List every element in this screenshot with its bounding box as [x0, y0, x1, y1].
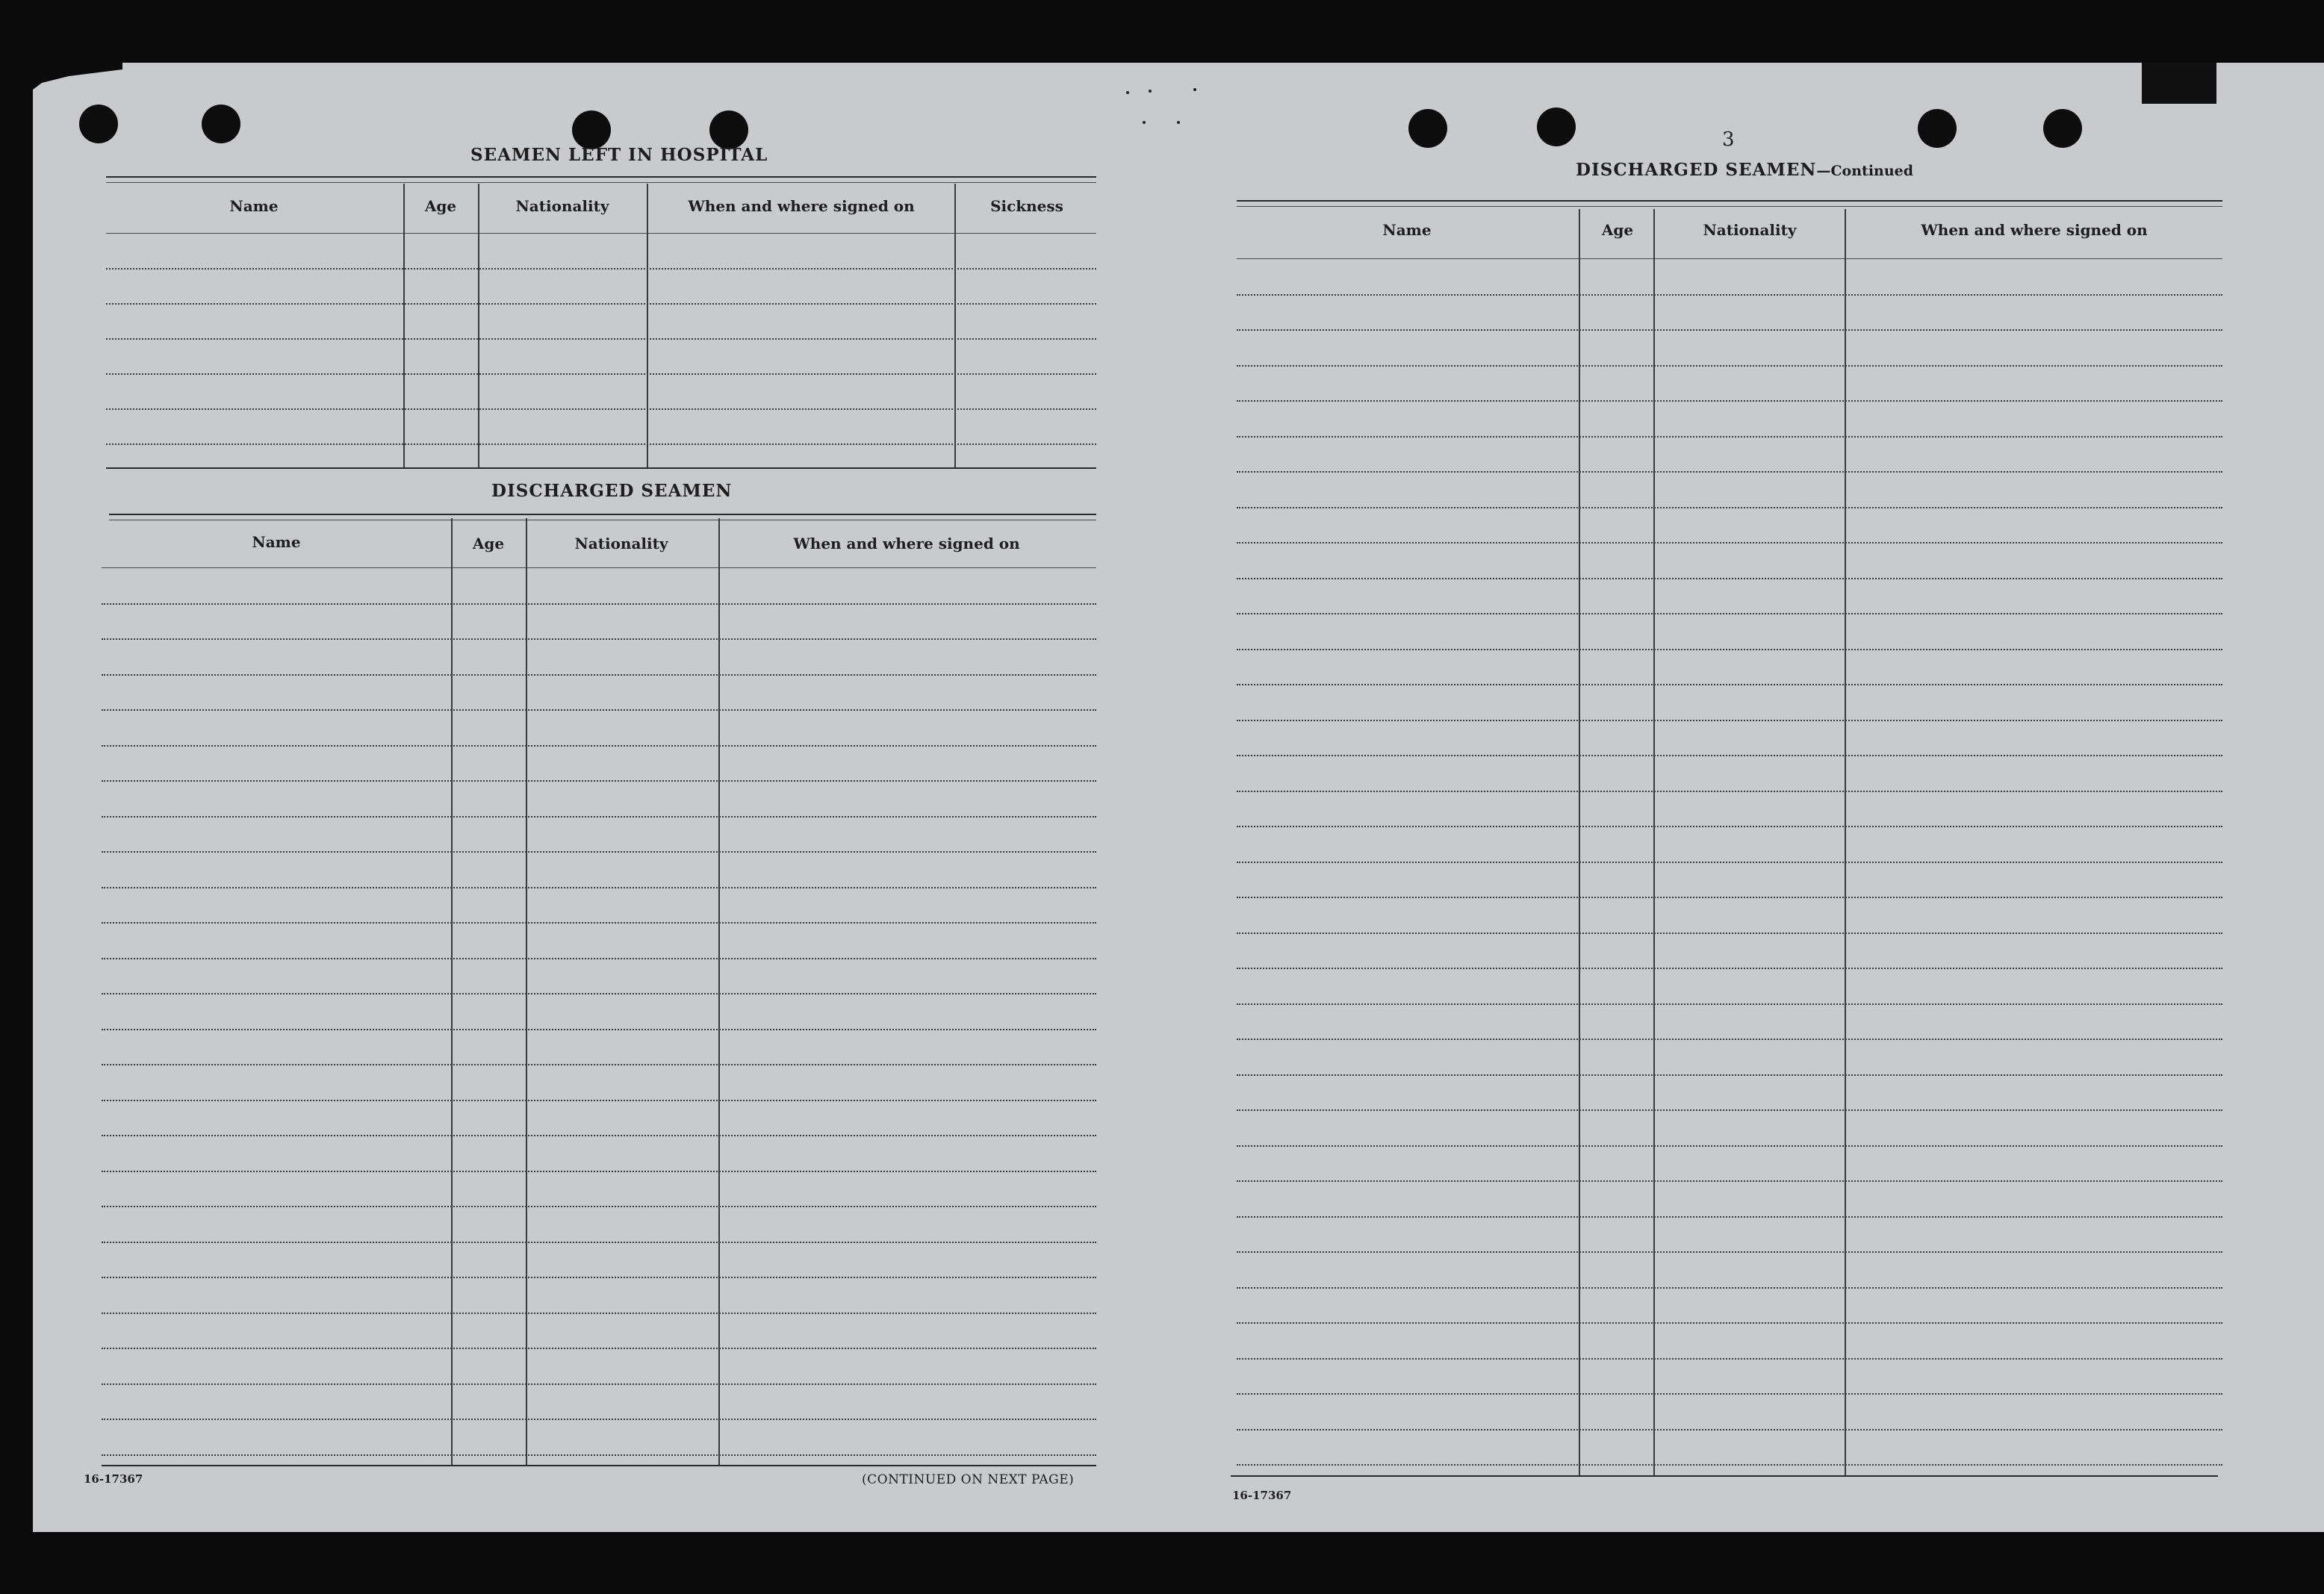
scan-speck: [1126, 91, 1129, 94]
table-row: [106, 268, 1096, 270]
column-divider: [1579, 209, 1580, 1475]
form-number: 16-17367: [84, 1472, 143, 1486]
table-row: [102, 1171, 1096, 1172]
table-row: [1237, 400, 2222, 402]
table-bottom-rule: [1231, 1475, 2218, 1477]
table-row: [102, 709, 1096, 711]
table-row: [1237, 1039, 2222, 1040]
table-row: [1237, 1287, 2222, 1289]
punch-hole: [1918, 109, 1957, 148]
header-age: Age: [472, 535, 505, 552]
scan-speck: [1193, 88, 1196, 91]
header-nationality: Nationality: [1703, 221, 1797, 239]
table-row: [1237, 1003, 2222, 1005]
table-row: [102, 1419, 1096, 1420]
header-age: Age: [1601, 221, 1634, 239]
table-row: [102, 1313, 1096, 1314]
table-row: [102, 603, 1096, 605]
table-top-rule: [1237, 200, 2222, 202]
punch-hole: [2043, 109, 2082, 148]
table-bottom-rule: [102, 1465, 1096, 1466]
column-divider: [1653, 209, 1655, 1475]
table-row: [102, 638, 1096, 640]
column-divider: [526, 518, 527, 1465]
scan-speck: [1149, 90, 1152, 93]
table-top-rule: [109, 514, 1096, 515]
table-row: [1237, 649, 2222, 650]
table-row: [1237, 1216, 2222, 1218]
table-row: [1237, 1180, 2222, 1182]
header-signed-on: When and where signed on: [793, 535, 1020, 552]
header-underline: [106, 233, 1096, 234]
table-row: [1237, 684, 2222, 685]
table-row: [1237, 862, 2222, 863]
table-row: [102, 1383, 1096, 1385]
table-row: [102, 887, 1096, 888]
table-row: [1237, 1393, 2222, 1395]
table-row: [1237, 365, 2222, 367]
table-row: [102, 1277, 1096, 1278]
table-row: [106, 303, 1096, 305]
table-row: [102, 1135, 1096, 1136]
scan-speck: [1143, 121, 1146, 124]
table-row: [102, 958, 1096, 959]
column-divider: [647, 184, 648, 467]
tab-marker: [2142, 63, 2216, 104]
column-divider: [478, 184, 479, 467]
punch-hole: [709, 110, 748, 149]
table-row: [102, 851, 1096, 853]
table-row: [1237, 1322, 2222, 1324]
column-divider: [954, 184, 956, 467]
table-row: [1237, 720, 2222, 721]
column-divider: [451, 518, 453, 1465]
header-underline: [102, 567, 1096, 568]
page-number: 3: [1722, 128, 1735, 151]
table-row: [1237, 436, 2222, 438]
table-row: [102, 816, 1096, 818]
table-row: [1237, 329, 2222, 331]
table-row: [102, 1454, 1096, 1456]
table-row: [102, 1206, 1096, 1207]
table-row: [102, 922, 1096, 924]
column-divider: [1845, 209, 1846, 1475]
header-nationality: Nationality: [574, 535, 668, 552]
table-row: [102, 1348, 1096, 1349]
header-sickness: Sickness: [990, 197, 1063, 215]
table-top-rule: [1237, 206, 2222, 207]
table-row: [1237, 755, 2222, 756]
title-text: DISCHARGED SEAMEN: [1576, 160, 1817, 180]
table-row: [1237, 968, 2222, 969]
header-name: Name: [1382, 221, 1432, 239]
table-row: [1237, 507, 2222, 508]
hospital-section-title: SEAMEN LEFT IN HOSPITAL: [470, 145, 768, 165]
table-row: [1237, 1464, 2222, 1466]
form-number: 16-17367: [1232, 1489, 1292, 1502]
table-row: [1237, 897, 2222, 898]
table-bottom-rule: [106, 467, 1096, 469]
table-row: [1237, 1109, 2222, 1111]
scan-speck: [1177, 121, 1180, 124]
table-row: [102, 993, 1096, 994]
table-top-rule: [106, 182, 1096, 183]
table-row: [102, 1100, 1096, 1101]
table-row: [1237, 1145, 2222, 1147]
table-row: [1237, 1429, 2222, 1430]
table-row: [1237, 791, 2222, 792]
table-row: [1237, 1251, 2222, 1253]
header-nationality: Nationality: [515, 197, 609, 215]
punch-hole: [572, 110, 611, 149]
table-row: [102, 1029, 1096, 1030]
table-row: [1237, 826, 2222, 827]
table-row: [1237, 578, 2222, 579]
header-signed-on: When and where signed on: [688, 197, 915, 215]
discharged-section-title: DISCHARGED SEAMEN: [491, 481, 733, 501]
header-name: Name: [229, 197, 279, 215]
table-row: [102, 745, 1096, 747]
table-row: [102, 1064, 1096, 1065]
header-underline: [1237, 258, 2222, 259]
title-suffix: —Continued: [1816, 163, 1914, 179]
discharged-continued-title: [1576, 160, 1913, 180]
table-row: [106, 373, 1096, 375]
table-row: [1237, 1358, 2222, 1360]
table-row: [1237, 471, 2222, 473]
table-row: [106, 338, 1096, 340]
table-row: [1237, 294, 2222, 296]
table-top-rule: [106, 176, 1096, 178]
header-signed-on: When and where signed on: [1921, 221, 2148, 239]
table-row: [1237, 933, 2222, 934]
table-row: [1237, 613, 2222, 614]
punch-hole: [1537, 108, 1576, 146]
table-row: [102, 780, 1096, 782]
continued-note: (CONTINUED ON NEXT PAGE): [862, 1472, 1075, 1487]
punch-hole: [79, 105, 118, 143]
header-age: Age: [424, 197, 457, 215]
table-row: [102, 674, 1096, 676]
punch-hole: [1408, 109, 1447, 148]
table-row: [1237, 1074, 2222, 1076]
table-row: [106, 443, 1096, 445]
table-row: [1237, 542, 2222, 544]
table-row: [102, 1242, 1096, 1243]
column-divider: [403, 184, 405, 467]
column-divider: [718, 518, 720, 1465]
table-row: [106, 408, 1096, 410]
punch-hole: [202, 105, 240, 143]
header-name: Name: [252, 533, 301, 551]
